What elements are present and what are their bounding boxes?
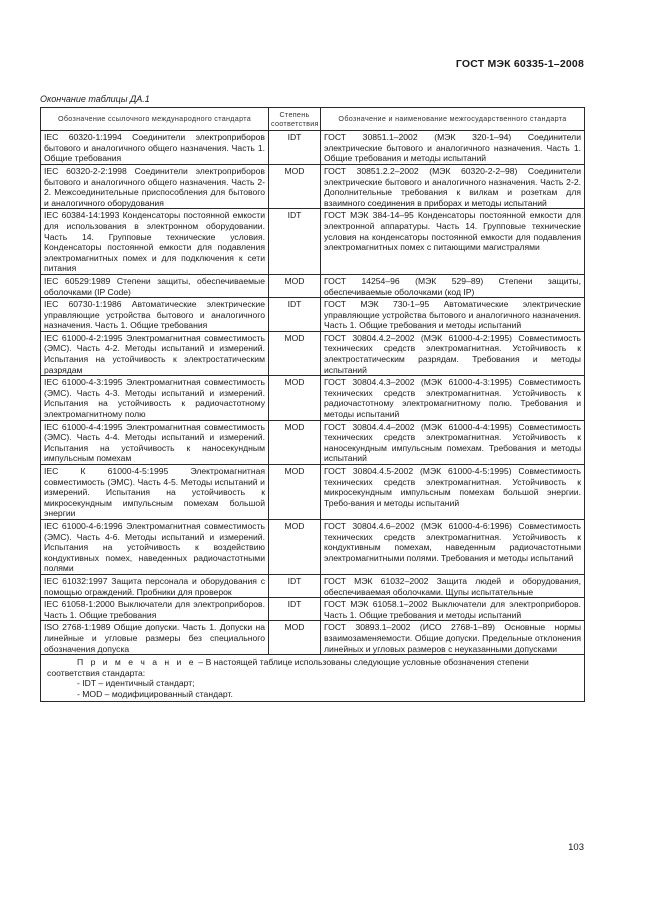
table-body <box>41 131 585 655</box>
interstate-standard-cell: ГОСТ 30851.2.2–2002 (МЭК 60320-2-2–98) Соединители электрические бытового и аналогичного назначения. Часть 2-2. Дополнительные требования к вилкам и розеткам для взаимного соединения в приборах и методы испытаний <box>321 164 585 208</box>
international-standard-cell: IEC 60320-1:1994 Соединители электроприборов бытового и аналогичного общего назначения. Часть 1. Общие требования <box>41 131 269 165</box>
interstate-standard-cell: ГОСТ МЭК 730-1–95 Автоматические электрические управляющие устройства бытового и аналогичного назначения. Часть 1. Общие требования и методы испытаний <box>321 298 585 332</box>
table-row <box>41 298 585 332</box>
note-item-mod: - MOD – модифицированный стандарт. <box>77 688 233 699</box>
table-row <box>41 331 585 375</box>
interstate-standard-cell: ГОСТ МЭК 61032–2002 Защита людей и оборудования, обеспечиваемая оболочками. Щупы испытательные <box>321 574 585 597</box>
interstate-standard-cell: ГОСТ 30804.4.4–2002 (МЭК 61000-4-4:1995) Совместимость технических средств электромагнитная. Устойчивость к наносекундным импульсным помехам. Требования и методы испытаний <box>321 420 585 464</box>
degree-cell: IDT <box>269 209 321 275</box>
degree-cell: MOD <box>269 376 321 420</box>
interstate-standard-cell: ГОСТ 30804.4.5-2002 (МЭК 61000-4-5:1995) Совместимость технических средств электромагнитная. Устойчивость к микросекундным импульсным помехам большой энергии. Требо-вания и методы испытаний <box>321 465 585 520</box>
interstate-standard-cell: ГОСТ 30851.1–2002 (МЭК 320-1–94) Соединители электрические бытового и аналогичного назначения. Часть 1. Общие требования и методы испытаний <box>321 131 585 165</box>
table-header-row <box>41 108 585 131</box>
international-standard-cell: IEC 60529:1989 Степени защиты, обеспечиваемые оболочками (IP Code) <box>41 274 269 297</box>
degree-cell: IDT <box>269 574 321 597</box>
interstate-standard-cell: ГОСТ 30893.1–2002 (ИСО 2768-1–89) Основные нормы взаимозаменяемости. Общие допуски. Предельные отклонения линейных и угловых размеров с неуказанными допусками <box>321 621 585 655</box>
international-standard-cell: ISO 2768-1:1989 Общие допуски. Часть 1. Допуски на линейные и угловые размеры без специального обозначения допуска <box>41 621 269 655</box>
note-text: – В настоящей таблице использованы следующие условные обозначения степени соответствия стандарта: <box>47 657 529 678</box>
degree-cell: MOD <box>269 164 321 208</box>
table-row <box>41 209 585 275</box>
note-paragraph <box>47 657 578 678</box>
international-standard-cell: IEC 60384-14:1993 Конденсаторы постоянной емкости для использования в электронном оборудовании. Часть 14. Групповые технические условия. Конденсаторы постоянной емкости для подавления электромагнитных помех и для подключения к сети питания <box>41 209 269 275</box>
degree-cell: MOD <box>269 331 321 375</box>
column-header-interstate: Обозначение и наименование межгосударственного стандарта <box>321 108 585 131</box>
document-code-header: ГОСТ МЭК 60335-1–2008 <box>455 58 584 70</box>
note-item-idt: - IDT – идентичный стандарт; <box>77 678 195 689</box>
international-standard-cell: IEC 61000-4-6:1996 Электромагнитная совместимость (ЭМС). Часть 4-6. Методы испытаний и измерений. Испытания на устойчивость к воздействию кондуктивных помех, наведенных радиочастотными полями <box>41 519 269 574</box>
interstate-standard-cell: ГОСТ 30804.4.3–2002 (МЭК 61000-4-3:1995) Совместимость технических средств электромагнитная. Устойчивость к радиочастотному электромагнитному полю. Требования и методы испытаний <box>321 376 585 420</box>
international-standard-cell: IEC 61058-1:2000 Выключатели для электроприборов. Часть 1. Общие требования <box>41 598 269 621</box>
table-row <box>41 621 585 655</box>
interstate-standard-cell: ГОСТ 30804.4.6–2002 (МЭК 61000-4-6:1996) Совместимость технических средств электромагнитная. Устойчивость к кондуктивным помехам, наведенным радиочастотными электромагнитными полями. Требования и методы испытаний <box>321 519 585 574</box>
degree-cell: MOD <box>269 621 321 655</box>
international-standard-cell: IEC 60730-1:1986 Автоматические электрические управляющие устройства бытового и аналогичного назначения. Часть 1. Общие требования <box>41 298 269 332</box>
reference-standards-table <box>40 107 585 702</box>
table-row <box>41 465 585 520</box>
table-row <box>41 274 585 297</box>
international-standard-cell: IEC 61000-4-2:1995 Электромагнитная совместимость (ЭМС). Часть 4-2. Методы испытаний и измерений. Испытания на устойчивость к электростатическим разрядам <box>41 331 269 375</box>
degree-cell: MOD <box>269 465 321 520</box>
international-standard-cell: IEC 61000-4-3:1995 Электромагнитная совместимость (ЭМС). Часть 4-3. Методы испытаний и измерений. Испытания на устойчивость к радиочастотному электромагнитному полю <box>41 376 269 420</box>
column-header-international: Обозначение ссылочного международного стандарта <box>41 108 269 131</box>
degree-cell: IDT <box>269 131 321 165</box>
note-row <box>41 655 585 702</box>
table-row <box>41 574 585 597</box>
note-cell <box>41 655 585 702</box>
international-standard-cell: IEC 61032:1997 Защита персонала и оборудования с помощью ограждений. Пробники для проверок <box>41 574 269 597</box>
interstate-standard-cell: ГОСТ 30804.4.2–2002 (МЭК 61000-4-2:1995) Совместимость технических средств электромагнитная. Устойчивость к электростатическим разрядам. Требования и методы испытаний <box>321 331 585 375</box>
international-standard-cell: IEC 60320-2-2:1998 Соединители электроприборов бытового и аналогичного общего назначения. Часть 2-2. Межсоединительные приспособления для бытового и аналогичного оборудования <box>41 164 269 208</box>
international-standard-cell: IEC К 61000-4-5:1995 Электромагнитная совместимость (ЭМС). Часть 4-5. Методы испытаний и измерений. Испытания на устойчивость к микросекундным импульсным помехам большой энергии <box>41 465 269 520</box>
table-row <box>41 131 585 165</box>
interstate-standard-cell: ГОСТ МЭК 384-14–95 Конденсаторы постоянной емкости для электронной аппаратуры. Часть 14. Групповые технические условия на конденсаторы постоянной емкости для подавления электромагнитных помех с питающими магистралями <box>321 209 585 275</box>
interstate-standard-cell: ГОСТ 14254–96 (МЭК 529–89) Степени защиты, обеспечиваемые оболочками (код IP) <box>321 274 585 297</box>
page-number: 103 <box>568 842 584 853</box>
note-label: П р и м е ч а н и е <box>77 657 197 668</box>
interstate-standard-cell: ГОСТ МЭК 61058.1–2002 Выключатели для электроприборов. Часть 1. Общие требования и методы испытаний <box>321 598 585 621</box>
degree-cell: MOD <box>269 519 321 574</box>
degree-cell: MOD <box>269 420 321 464</box>
table-row <box>41 519 585 574</box>
degree-cell: MOD <box>269 274 321 297</box>
table-row <box>41 164 585 208</box>
table-row <box>41 376 585 420</box>
degree-cell: IDT <box>269 298 321 332</box>
degree-cell: IDT <box>269 598 321 621</box>
table-row <box>41 420 585 464</box>
table-row <box>41 598 585 621</box>
table-caption: Окончание таблицы ДА.1 <box>40 94 150 104</box>
column-header-degree: Степень соответствия <box>269 108 321 131</box>
international-standard-cell: IEC 61000-4-4:1995 Электромагнитная совместимость (ЭМС). Часть 4-4. Методы испытаний и измерений. Испытания на устойчивость к наносекундным импульсным помехам <box>41 420 269 464</box>
